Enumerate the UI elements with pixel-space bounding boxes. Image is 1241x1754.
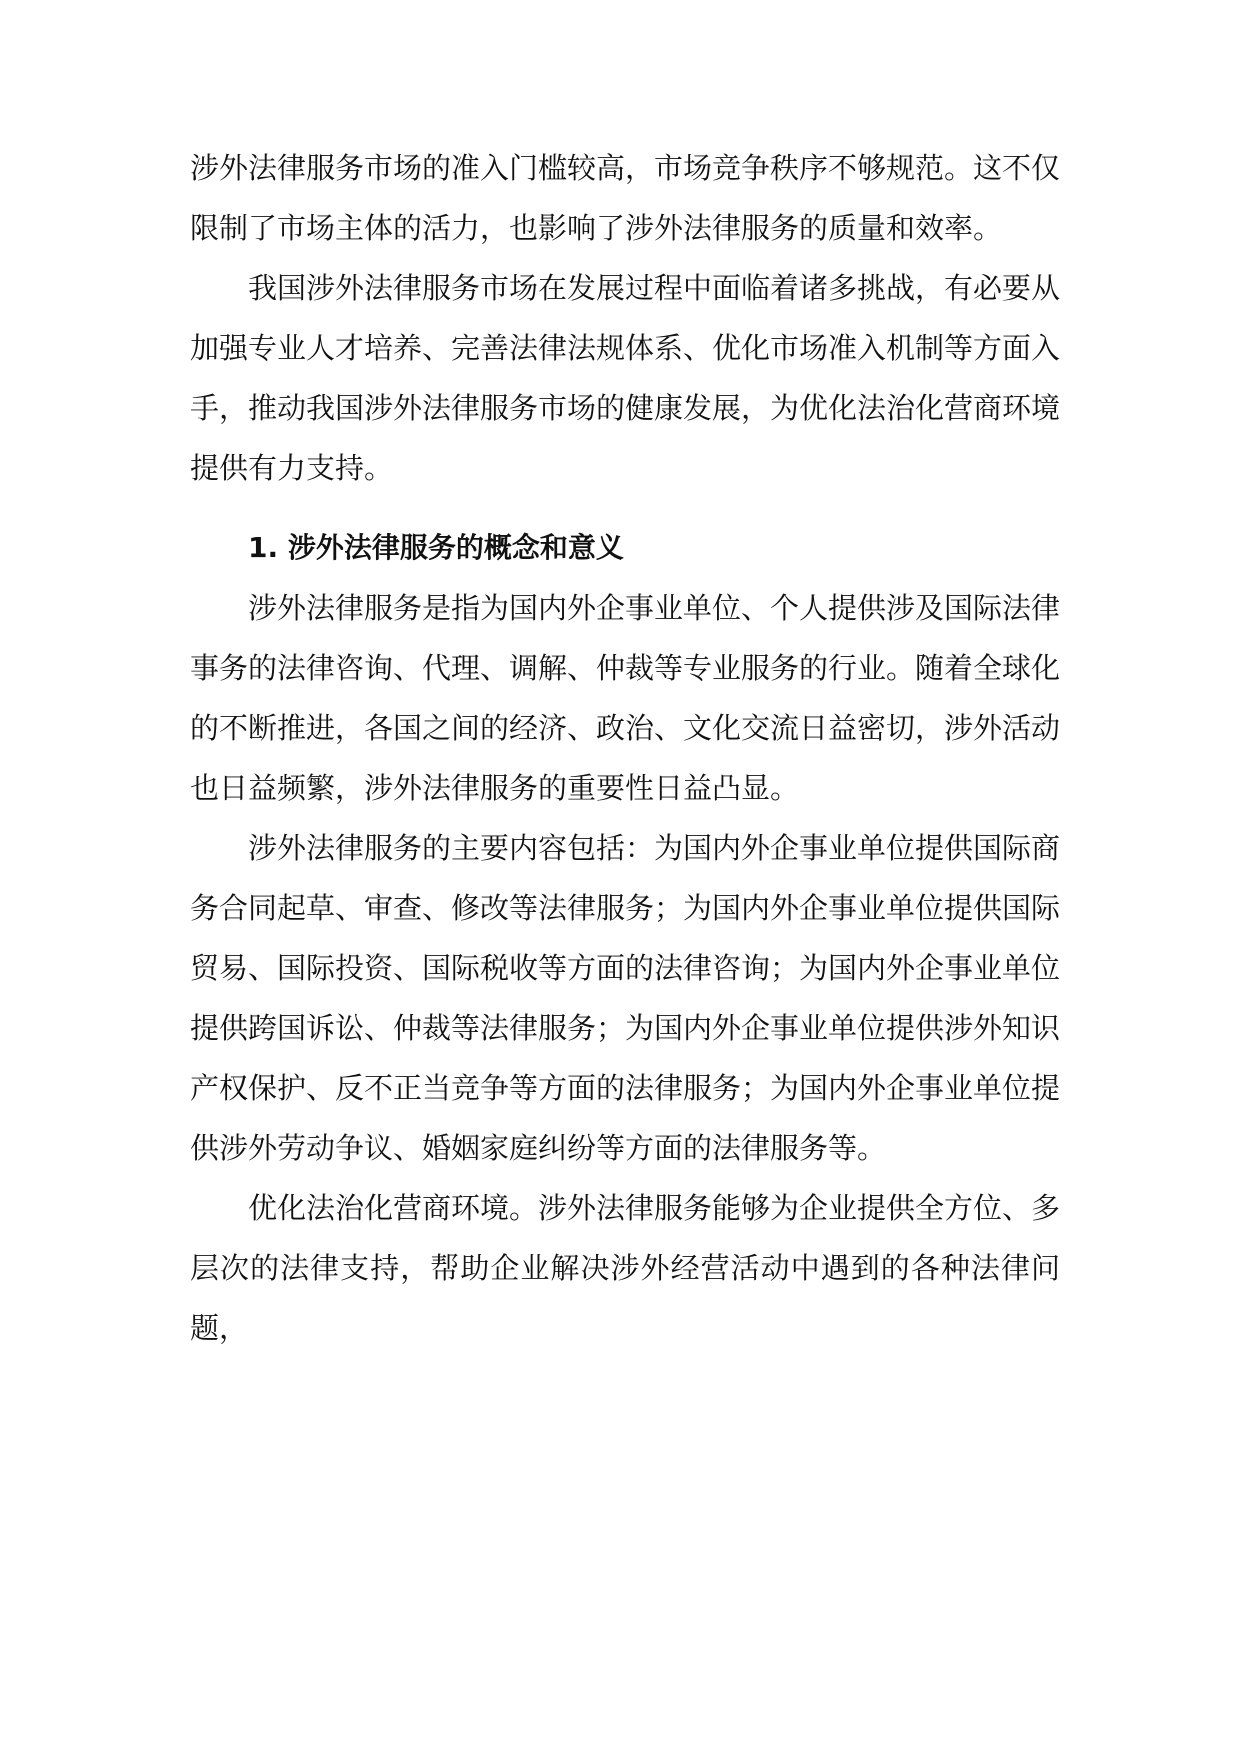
paragraph-business-environment: 优化法治化营商环境。涉外法律服务能够为企业提供全方位、多层次的法律支持，帮助企业解决涉外经营活动中遇到的各种法律问题，: [190, 1191, 1061, 1345]
paragraph-definition: 涉外法律服务是指为国内外企事业单位、个人提供涉及国际法律事务的法律咨询、代理、调解、仲裁等专业服务的行业。随着全球化的不断推进，各国之间的经济、政治、文化交流日益密切，涉外活动也日益频繁，涉外法律服务的重要性日益凸显。: [190, 591, 1061, 805]
section-heading: 1. 涉外法律服务的概念和意义: [248, 531, 624, 564]
paragraph-continued: 涉外法律服务市场的准入门槛较高，市场竞争秩序不够规范。这不仅限制了市场主体的活力，也影响了涉外法律服务的质量和效率。: [190, 151, 1061, 245]
paragraph-challenges: 我国涉外法律服务市场在发展过程中面临着诸多挑战，有必要从加强专业人才培养、完善法律法规体系、优化市场准入机制等方面入手，推动我国涉外法律服务市场的健康发展，为优化法治化营商环境提供有力支持。: [190, 271, 1061, 485]
paragraph-main-content: 涉外法律服务的主要内容包括：为国内外企事业单位提供国际商务合同起草、审查、修改等法律服务；为国内外企事业单位提供国际贸易、国际投资、国际税收等方面的法律咨询；为国内外企事业单位提供跨国诉讼、仲裁等法律服务；为国内外企事业单位提供涉外知识产权保护、反不正当竞争等方面的法律服务；为国内外企事业单位提供涉外劳动争议、婚姻家庭纠纷等方面的法律服务等。: [190, 831, 1061, 1165]
document-body: [190, 138, 1060, 1358]
